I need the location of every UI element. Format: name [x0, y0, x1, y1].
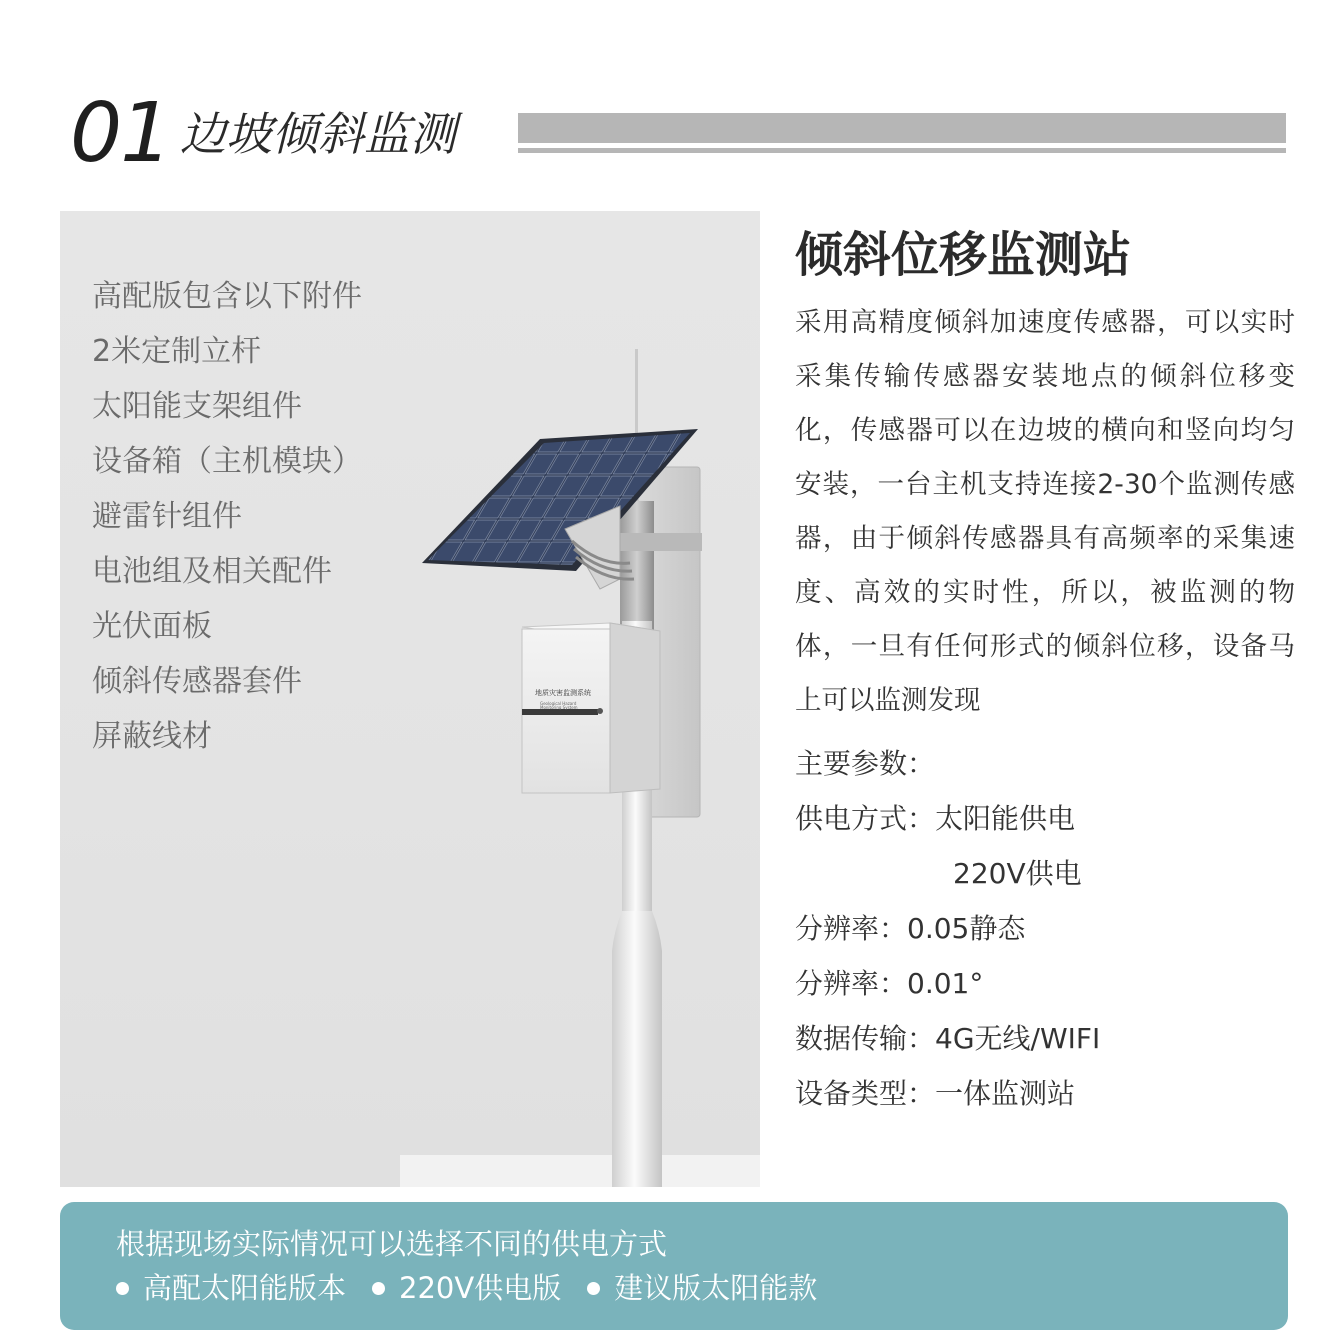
parameters-heading: 主要参数：	[795, 747, 936, 780]
product-title: 倾斜位移监测站	[795, 227, 1132, 283]
param-transmission: 数据传输：4G无线/WIFI	[795, 1022, 1101, 1055]
pole-bracket	[620, 533, 702, 551]
power-options	[116, 1268, 843, 1308]
param-resolution-static: 分辨率：0.05静态	[795, 912, 1026, 945]
power-option-label: 建议版太阳能款	[614, 1271, 818, 1305]
section-number: 01	[70, 86, 171, 181]
equipment-box-lock-icon	[597, 708, 603, 714]
equipment-box-label-en: Geological Hazard	[540, 701, 577, 706]
header-divider-thick	[518, 113, 1286, 143]
power-option-label: 220V供电版	[399, 1271, 562, 1305]
param-device-type: 设备类型：一体监测站	[795, 1077, 1076, 1110]
accessory-item: 倾斜传感器套件	[92, 664, 302, 699]
banner-heading: 根据现场实际情况可以选择不同的供电方式	[116, 1227, 668, 1261]
section-title: 边坡倾斜监测	[180, 107, 456, 161]
equipment-box-label-en-2: Monitoring System	[540, 705, 578, 710]
param-power: 供电方式：太阳能供电	[795, 802, 1076, 835]
bullet-icon	[587, 1282, 600, 1295]
accessory-heading: 高配版包含以下附件	[92, 279, 362, 314]
accessory-item: 电池组及相关配件	[92, 554, 332, 589]
accessory-item: 光伏面板	[92, 609, 212, 644]
accessory-item: 避雷针组件	[92, 499, 242, 534]
equipment-box-label: 地质灾害监测系统	[535, 689, 591, 697]
monitoring-station-illustration	[60, 211, 760, 1187]
bullet-icon	[372, 1282, 385, 1295]
equipment-box-side	[610, 623, 660, 793]
ground-strip	[400, 1155, 760, 1187]
upper-pole	[620, 501, 654, 631]
power-option-label: 高配太阳能版本	[143, 1271, 347, 1305]
power-options-banner	[60, 1202, 1288, 1330]
pole-base	[612, 911, 662, 1187]
param-power-alt: 220V供电	[953, 857, 1082, 890]
accessory-item: 2米定制立杆	[92, 334, 262, 369]
product-photo-panel	[60, 211, 760, 1187]
header-divider-thin	[518, 148, 1286, 153]
section-header	[0, 0, 1344, 200]
bullet-icon	[116, 1282, 129, 1295]
product-description-text: 采用高精度倾斜加速度传感器，可以实时采集传输传感器安装地点的倾斜位移变化，传感器可以在边坡的横向和竖向均匀安装，一台主机支持连接2-30个监测传感器，由于倾斜传感器具有高频率的采集速度、高效的实时性，所以，被监测的物体，一旦有任何形式的倾斜位移，设备马上可以监测发现	[795, 307, 1295, 716]
param-resolution: 分辨率：0.01°	[795, 967, 984, 1000]
accessory-item: 设备箱（主机模块）	[92, 444, 362, 479]
accessory-item: 屏蔽线材	[92, 719, 212, 754]
product-description	[795, 222, 1305, 1121]
power-option	[116, 1268, 346, 1308]
accessory-item: 太阳能支架组件	[92, 389, 302, 424]
power-option	[587, 1268, 817, 1308]
power-option	[372, 1268, 561, 1308]
parameters-list	[795, 736, 1305, 1121]
